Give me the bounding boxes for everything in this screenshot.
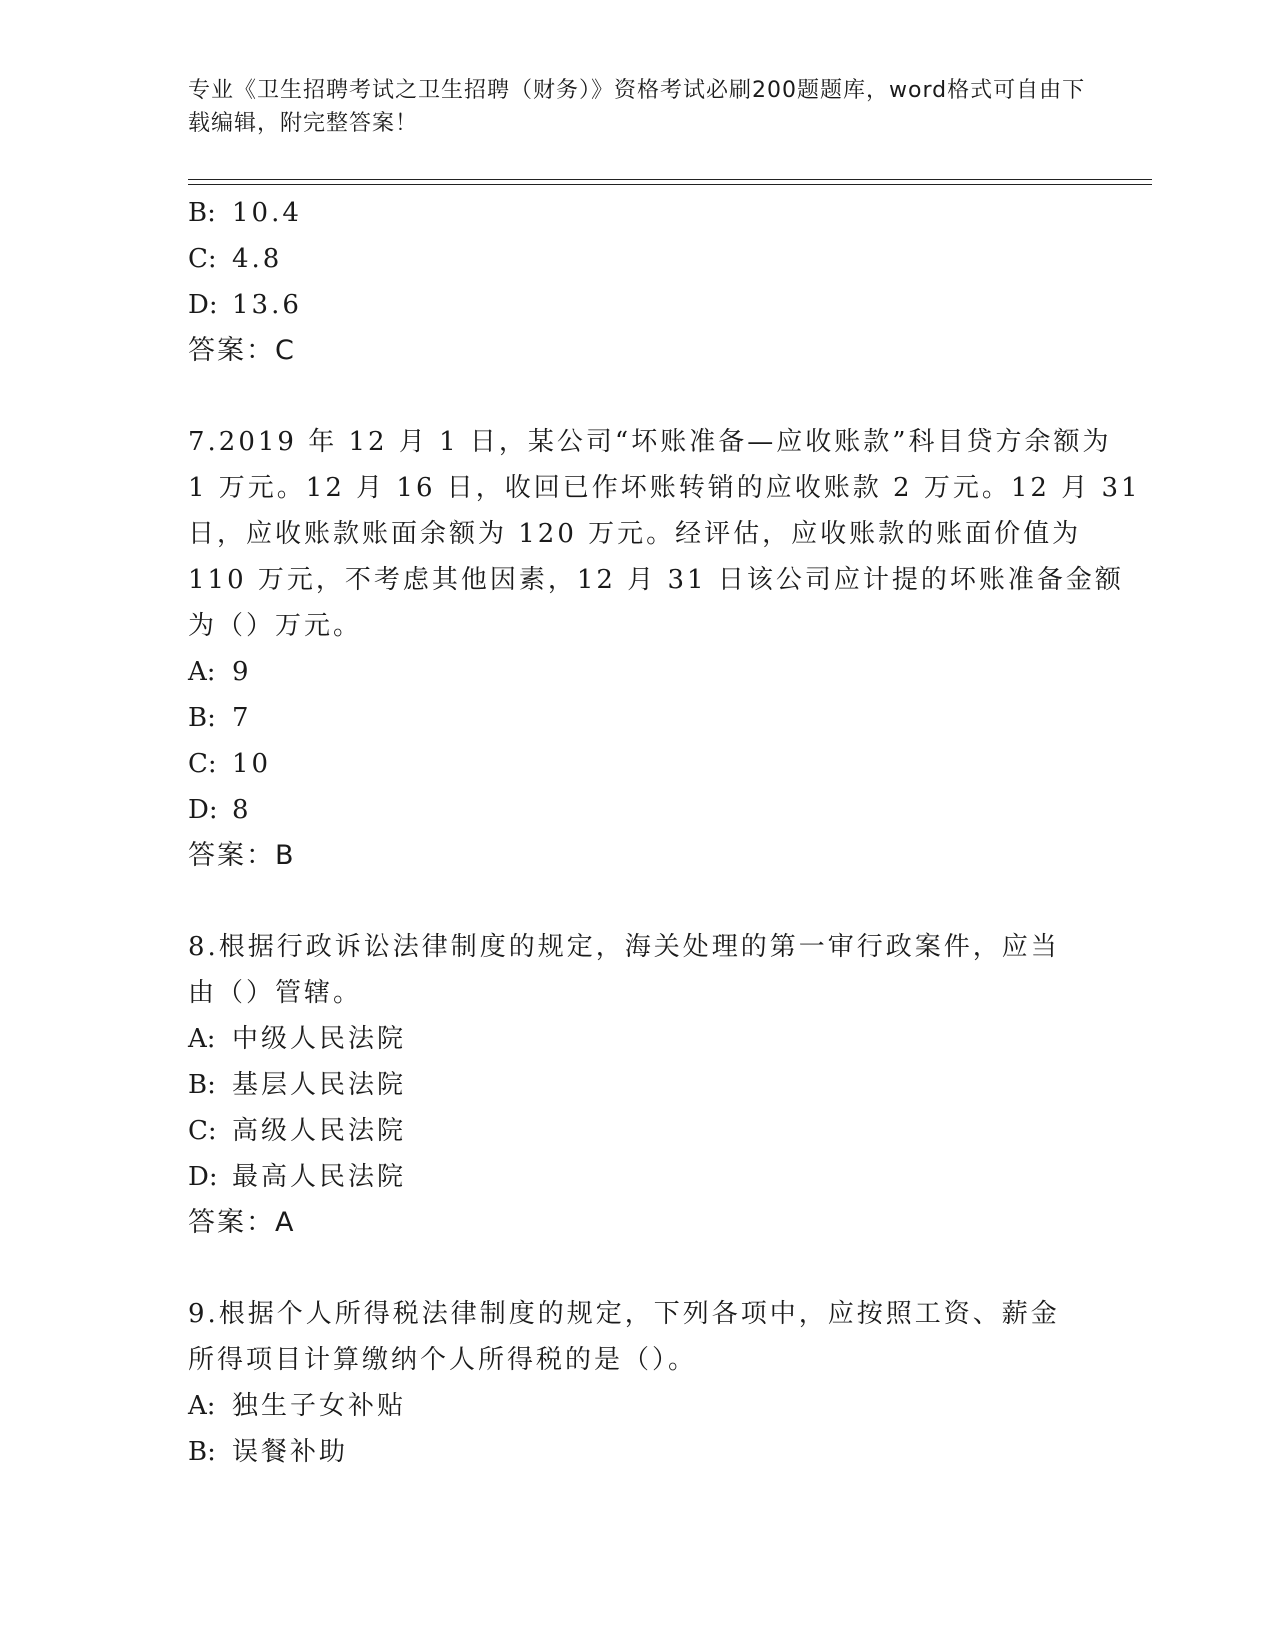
question-fragment (188, 190, 1088, 374)
question-stem-line: 所得项目计算缴纳个人所得税的是（）。 (188, 1345, 698, 1375)
option-c: C: 4.8 (188, 244, 283, 274)
option-a: A: 9 (188, 657, 252, 687)
option-b: B: 10.4 (188, 198, 302, 228)
header-divider-top (188, 179, 1152, 180)
question-stem-line: 110 万元，不考虑其他因素，12 月 31 日该公司应计提的坏账准备金额 (188, 565, 1124, 595)
question-stem-line: 7.2019 年 12 月 1 日，某公司“坏账准备—应收账款”科目贷方余额为 (188, 427, 1112, 457)
question-8 (188, 924, 1088, 1246)
option-b: B: 基层人民法院 (188, 1070, 407, 1100)
question-stem-line: 1 万元。12 月 16 日，收回已作坏账转销的应收账款 2 万元。12 月 31 (188, 473, 1141, 503)
question-7 (188, 419, 1141, 879)
option-b: B: 7 (188, 703, 252, 733)
option-a: A: 独生子女补贴 (188, 1391, 407, 1421)
document-title: 专业《卫生招聘考试之卫生招聘（财务）》资格考试必刷200题题库，word格式可自由下载编辑，附完整答案！ (188, 78, 1086, 136)
header-divider-bottom (188, 184, 1152, 185)
answer-text: 答案：A (188, 1207, 296, 1238)
question-9 (188, 1291, 1088, 1475)
option-d: D: 13.6 (188, 290, 302, 320)
option-d: D: 最高人民法院 (188, 1162, 407, 1192)
page-header (188, 74, 1088, 140)
question-list (188, 190, 1141, 1475)
question-stem-line: 8.根据行政诉讼法律制度的规定，海关处理的第一审行政案件，应当 (188, 932, 1060, 962)
option-c: C: 10 (188, 749, 272, 779)
answer-text: 答案：B (188, 840, 296, 871)
option-b: B: 误餐补助 (188, 1437, 349, 1467)
question-stem-line: 9.根据个人所得税法律制度的规定，下列各项中，应按照工资、薪金 (188, 1299, 1060, 1329)
question-stem-line: 为（）万元。 (188, 611, 363, 641)
question-stem-line: 由（）管辖。 (188, 978, 363, 1008)
option-d: D: 8 (188, 795, 252, 825)
option-c: C: 高级人民法院 (188, 1116, 407, 1146)
option-a: A: 中级人民法院 (188, 1024, 407, 1054)
answer-text: 答案：C (188, 335, 296, 366)
question-stem-line: 日，应收账款账面余额为 120 万元。经评估，应收账款的账面价值为 (188, 519, 1082, 549)
